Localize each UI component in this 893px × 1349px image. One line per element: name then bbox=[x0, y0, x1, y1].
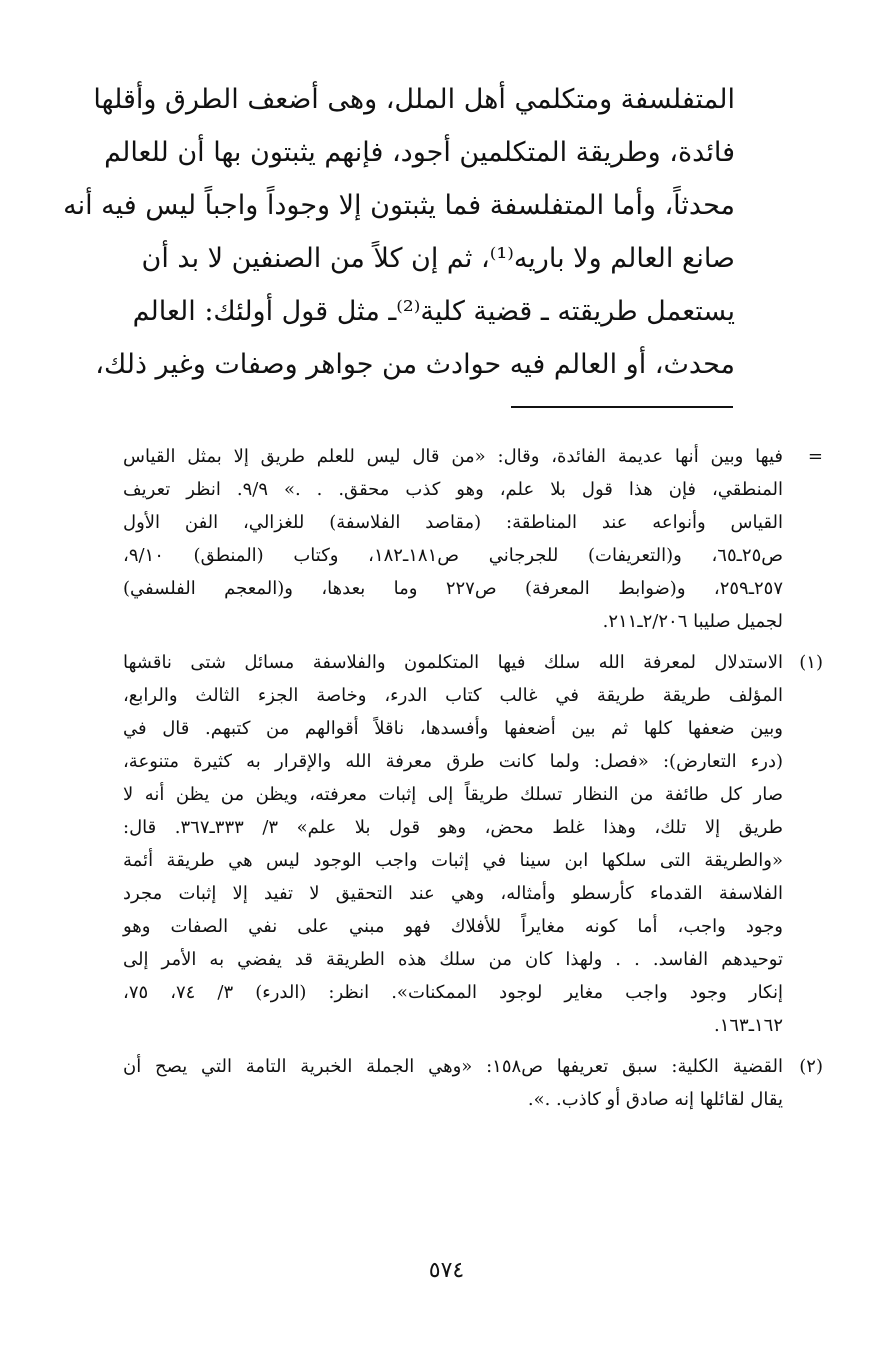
footnote-2 bbox=[123, 1050, 823, 1116]
main-text-line: فائدة، وطريقة المتكلمين أجود، فإنهم يثبتون بها أن للعالم bbox=[104, 137, 735, 168]
footnote-line: إنكار وجود واجب مغاير لوجود الممكنات». انظر: (الدرء) ٣/ ٧٤، ٧٥، bbox=[123, 982, 784, 1003]
footnote-1 bbox=[123, 646, 823, 1042]
footnote-line: الاستدلال لمعرفة الله سلك فيها المتكلمون والفلاسفة مسائل شتى ناقشها bbox=[123, 652, 783, 673]
footnote-line: «والطريقة التى سلكها ابن سينا في إثبات واجب الوجود ليس هي طريقة أئمة bbox=[123, 850, 783, 871]
footnote-marker: (٢) bbox=[799, 1056, 823, 1077]
main-text-line: المتفلسفة ومتكلمي أهل الملل، وهى أضعف الطرق وأقلها bbox=[93, 84, 735, 115]
main-text-line: محدث، أو العالم فيه حوادث من جواهر وصفات وغير ذلك، bbox=[95, 349, 735, 380]
footnote-marker: (١) bbox=[799, 652, 823, 673]
footnotes-block bbox=[123, 440, 823, 1124]
footnote-marker: = bbox=[807, 446, 823, 467]
footnote-line: وبين ضعفها كلها ثم بين أضعفها وأفسدها، ناقلاً أقوالهم من كتبهم. قال في bbox=[123, 718, 783, 739]
main-text-line: محدثاً، وأما المتفلسفة فما يثبتون إلا وجوداً واجباً ليس فيه أنه bbox=[63, 190, 735, 221]
footnote-line: القضية الكلية: سبق تعريفها ص١٥٨: «وهي الجملة الخبرية التامة التي يصح أن bbox=[123, 1056, 783, 1077]
footnote-line: وجود واجب، أما كونه مغايراً للأفلاك فهو مبني على نفي الصفات وهو bbox=[123, 916, 783, 937]
footnote-line: يقال لقائلها إنه صادق أو كاذب. .». bbox=[527, 1089, 783, 1110]
footnote-line: ص٢٥ـ٦٥، و(التعريفات) للجرجاني ص١٨١ـ١٨٢، وكتاب (المنطق) ٩/١٠، bbox=[123, 545, 784, 566]
footnote-continuation bbox=[123, 440, 823, 638]
footnote-line: الفلاسفة القدماء كأرسطو وأمثاله، وهي عند التحقيق لا تفيد إلا إثبات مجرد bbox=[123, 883, 783, 904]
footnote-line: لجميل صليبا ٢/٢٠٦ـ٢١١. bbox=[602, 611, 783, 632]
footnote-line: القياس وأنواعه عند المناطقة: (مقاصد الفلاسفة) للغزالي، الفن الأول bbox=[123, 512, 783, 533]
footnote-line: توحيدهم الفاسد. . . ولهذا كان من سلك هذه الطريقة قد يفضي به الأمر إلى bbox=[123, 949, 783, 970]
footnote-line: فيها وبين أنها عديمة الفائدة، وقال: «من قال ليس للعلم طريق إلا بمثل القياس bbox=[123, 446, 783, 467]
main-text-block bbox=[63, 76, 735, 394]
footnote-line: المنطقي، فإن هذا قول بلا علم، وهو كذب محقق. . .» ٩/٩. انظر تعريف bbox=[123, 479, 783, 500]
footnote-line: المؤلف طريقة طريقة في غالب كتاب الدرء، وخاصة الجزء الثالث والرابع، bbox=[123, 685, 783, 706]
footnote-line: طريق إلا تلك، وهذا غلط محض، وهو قول بلا علم» ٣/ ٣٣٣ـ٣٦٧. قال: bbox=[123, 817, 783, 838]
footnote-separator bbox=[511, 406, 733, 408]
footnote-line: صار كل طائفة من النظار تسلك طريقاً إلى إثبات معرفته، ويظن من يظن أنه لا bbox=[123, 784, 783, 805]
main-text-line: صانع العالم ولا باريه⁽¹⁾، ثم إن كلاً من الصنفين لا بد أن bbox=[141, 243, 735, 274]
footnote-line: ٢٥٧ـ٢٥٩، و(ضوابط المعرفة) ص٢٢٧ وما بعدها، و(المعجم الفلسفي) bbox=[123, 578, 783, 599]
page-number: ٥٧٤ bbox=[428, 1258, 465, 1283]
main-text-line: يستعمل طريقته ـ قضية كلية⁽²⁾ـ مثل قول أولئك: العالم bbox=[132, 296, 735, 327]
footnote-line: ١٦٢ـ١٦٣. bbox=[713, 1015, 783, 1036]
footnote-line: (درء التعارض): «فصل: ولما كانت طرق معرفة الله والإقرار به كثيرة متنوعة، bbox=[123, 751, 783, 772]
